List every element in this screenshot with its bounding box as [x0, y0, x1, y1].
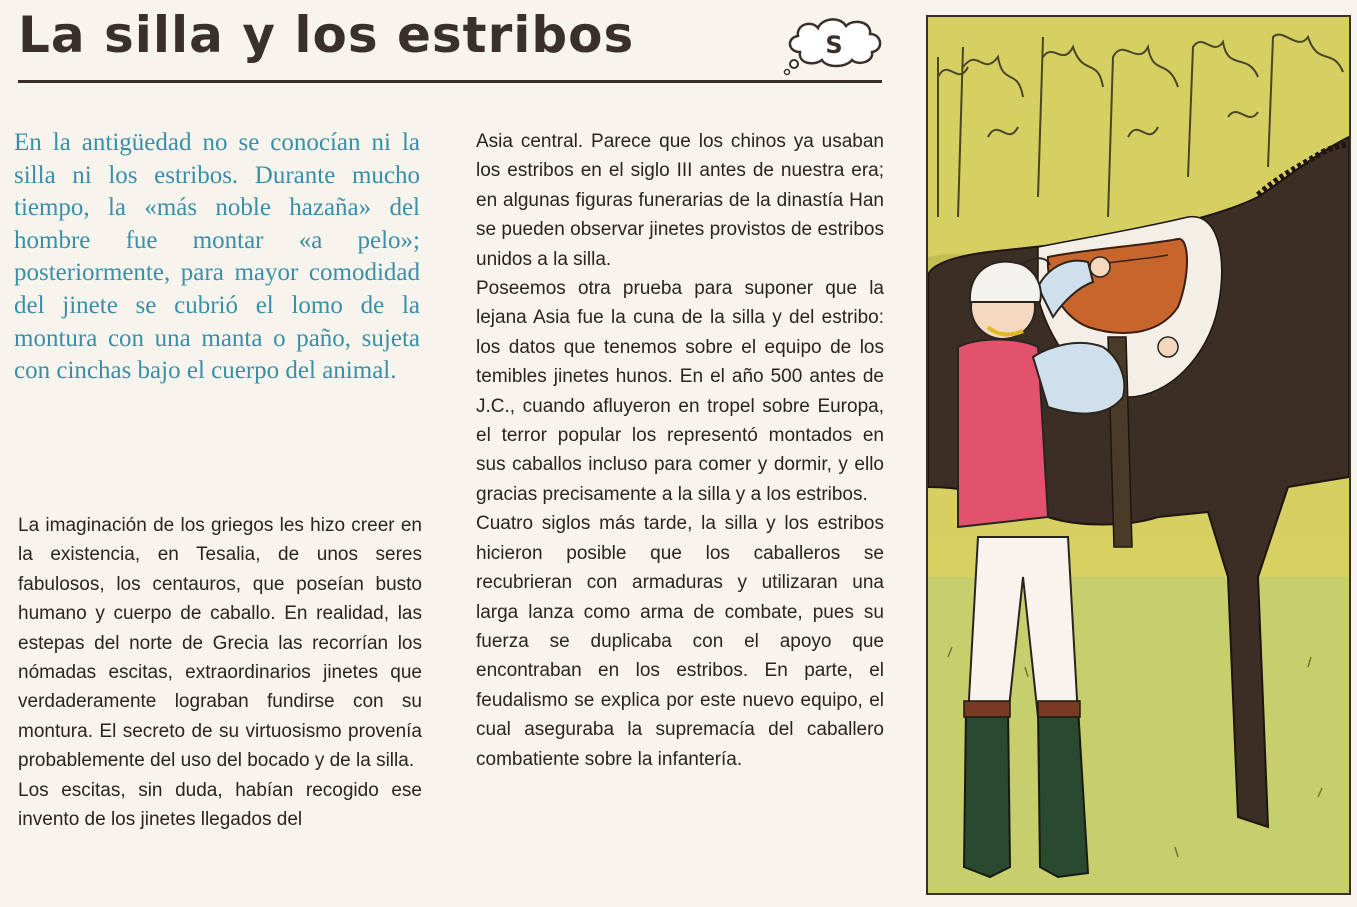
page-title: La silla y los estribos	[18, 6, 635, 64]
paragraph: Los escitas, sin duda, habían recogido ese invento de los jinetes llegados del	[18, 779, 422, 831]
intro-paragraph	[14, 127, 420, 388]
paragraph: Poseemos otra prueba para suponer que la lejana Asia fue la cuna de la silla y del estribo: los datos que tenemos sobre el equipo de los temibles jinetes hunos. En el año 500 antes de J.C., cuando afluyeron en tropel sobre Europa, el terror popular los representó montados en sus caballos incluso para comer y dormir, y ello gracias precisamente a la silla y a los estribos.	[476, 278, 884, 505]
title-divider	[18, 80, 882, 83]
paragraph: Asia central. Parece que los chinos ya usaban los estribos en el siglo III antes de nuestra era; en algunas figuras funerarias de la dinastía Han se pueden observar jinetes provistos de estribos unidos a la silla.	[476, 131, 884, 270]
body-column-right	[476, 127, 884, 774]
thought-cloud-icon	[782, 14, 888, 76]
paragraph: La imaginación de los griegos les hizo creer en la existencia, en Tesalia, de unos seres fabulosos, los centauros, que poseían busto humano y cuerpo de caballo. En realidad, las estepas del norte de Grecia las recorrían los nómadas escitas, extraordinarios jinetes que verdaderamente lograban fundirse con su montura. El secreto de su virtuosismo provenía probablemente del uso del bocado y de la silla.	[18, 515, 422, 772]
intro-text: En la antigüedad no se conocían ni la silla ni los estribos. Durante mucho tiempo, la «más noble hazaña» del hombre fue montar «a pelo»; posteriormente, para mayor comodidad del jinete se cubrió el lomo de la montura con una manta o paño, sujeta con cinchas bajo el cuerpo del animal.	[14, 129, 420, 385]
paragraph: Cuatro siglos más tarde, la silla y los estribos hicieron posible que los caballeros se recubrieran con armaduras y utilizaran una larga lanza como arma de combate, pues su fuerza se duplicaba con el apoyo que encontraban en los estribos. En parte, el feudalismo se explica por este nuevo equipo, el cual aseguraba la supremacía del caballero combatiente sobre la infantería.	[476, 513, 884, 770]
body-column-left	[18, 511, 422, 834]
badge-letter: S	[825, 31, 843, 59]
jockey-saddling-horse-illustration	[926, 15, 1351, 895]
